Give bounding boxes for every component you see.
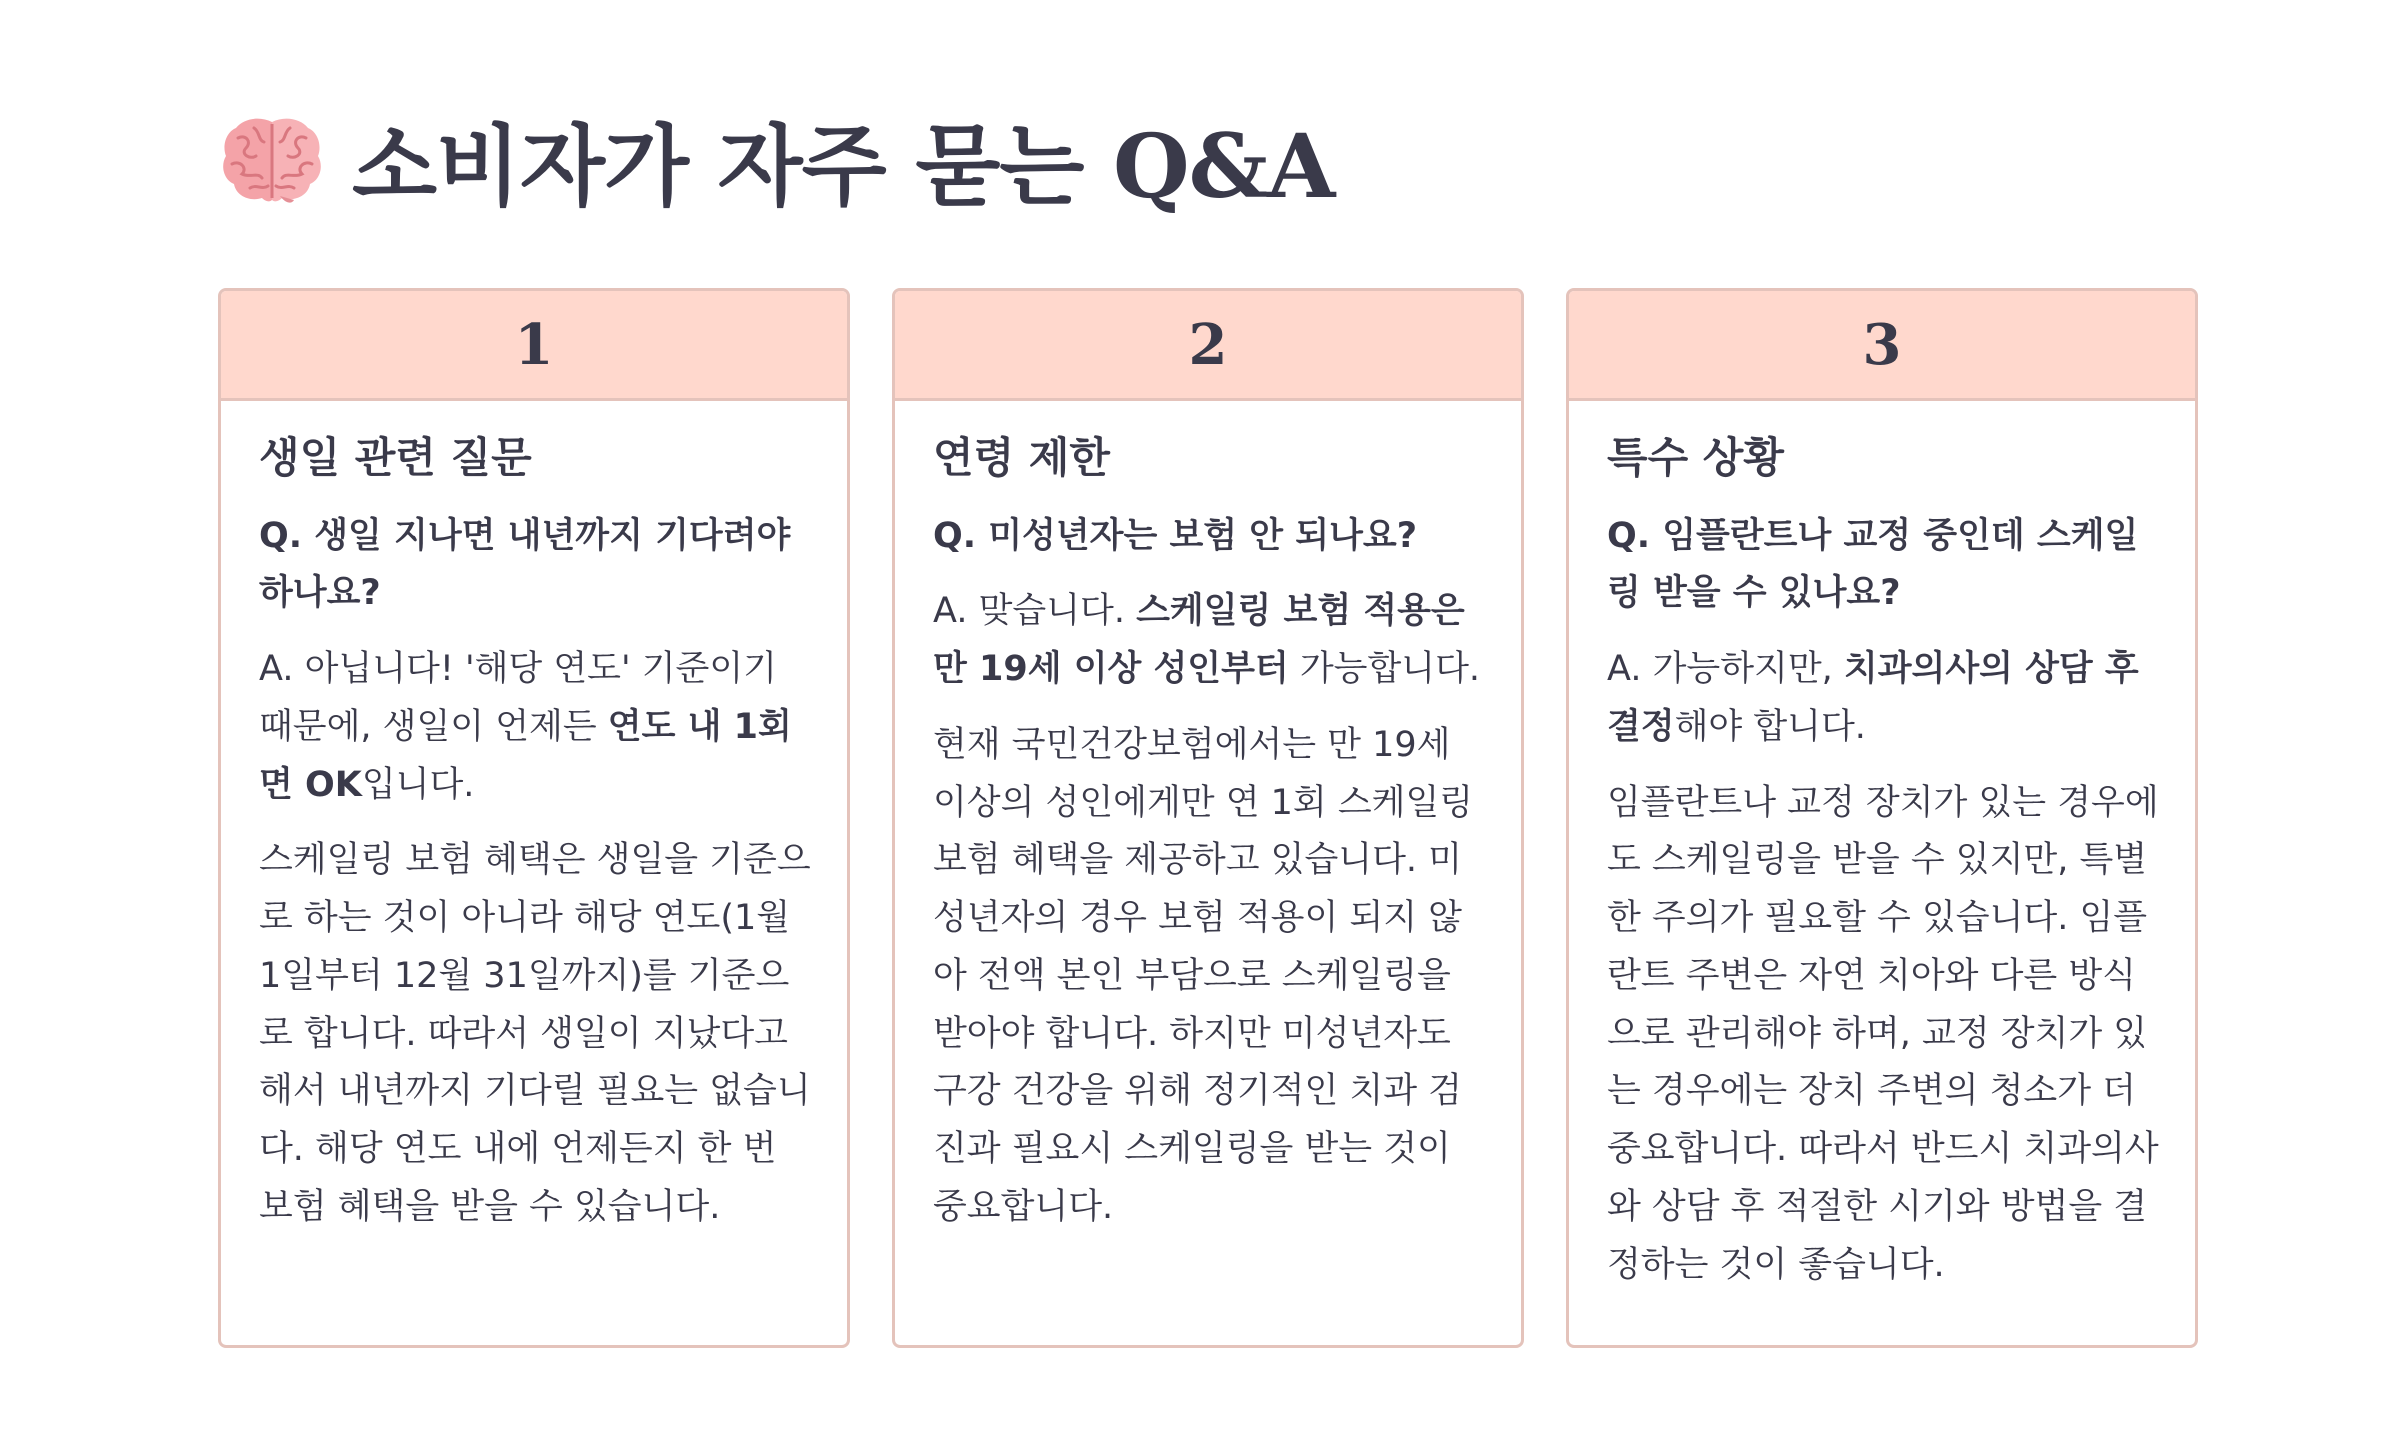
page-title: 소비자가 자주 묻는 Q&A <box>352 114 1335 218</box>
card-number: 1 <box>514 311 554 378</box>
qa-card <box>1566 288 2198 1348</box>
card-question: Q. 생일 지나면 내년까지 기다려야 하나요? <box>259 515 791 614</box>
answer-text-end: 입니다. <box>361 764 475 805</box>
answer-text: A. 가능하지만, <box>1607 649 1844 690</box>
card-answer <box>1607 641 2159 757</box>
card-body <box>221 401 847 1237</box>
page-header <box>220 100 1334 220</box>
card-header <box>1569 291 2195 401</box>
card-answer <box>933 583 1485 699</box>
card-number: 2 <box>1188 311 1228 378</box>
card-number: 3 <box>1862 311 1902 378</box>
qa-card-list <box>218 288 2198 1352</box>
answer-highlight: 연도 내 1회면 OK <box>259 706 792 805</box>
card-question: Q. 임플란트나 교정 중인데 스케일링 받을 수 있나요? <box>1607 515 2139 614</box>
card-detail: 현재 국민건강보험에서는 만 19세 이상의 성인에게만 연 1회 스케일링 보험 혜택을 제공하고 있습니다. 미성년자의 경우 보험 적용이 되지 않아 전액 본인 부담으로 스케일링을 받아야 합니다. 하지만 미성년자도 구강 건강을 위해 정기적인 치과 검진과 필요시 스케일링을 받는 것이 중요합니다. <box>933 724 1474 1227</box>
card-question: Q. 미성년자는 보험 안 되나요? <box>933 515 1418 556</box>
card-heading: 생일 관련 질문 <box>259 433 532 482</box>
card-body <box>1569 401 2195 1294</box>
card-heading: 특수 상황 <box>1607 433 1784 482</box>
qa-card <box>218 288 850 1348</box>
card-body <box>895 401 1521 1237</box>
answer-highlight: 스케일링 보험 적용은 만 19세 이상 성인부터 <box>933 591 1465 690</box>
card-heading: 연령 제한 <box>933 433 1110 482</box>
answer-text-end: 가능합니다. <box>1288 649 1481 690</box>
card-detail: 임플란트나 교정 장치가 있는 경우에도 스케일링을 받을 수 있지만, 특별한 주의가 필요할 수 있습니다. 임플란트 주변은 자연 치아와 다른 방식으로 관리해야 하며, 교정 장치가 있는 경우에는 장치 주변의 청소가 더 중요합니다. 따라서 반드시 치과의사와 상담 후 적절한 시기와 방법을 결정하는 것이 좋습니다. <box>1607 782 2159 1285</box>
card-detail: 스케일링 보험 혜택은 생일을 기준으로 하는 것이 아니라 해당 연도(1월 1일부터 12월 31일까지)를 기준으로 합니다. 따라서 생일이 지났다고 해서 내년까지 기다릴 필요는 없습니다. 해당 연도 내에 언제든지 한 번 보험 혜택을 받을 수 있습니다. <box>259 840 811 1227</box>
answer-highlight: 치과의사의 상담 후 결정 <box>1607 649 2139 747</box>
card-answer <box>259 641 811 814</box>
card-header <box>221 291 847 401</box>
brain-icon <box>220 112 324 208</box>
answer-text: A. 맞습니다. <box>933 591 1137 632</box>
answer-text: A. 아닙니다! '해당 연도' 기준이기 때문에, 생일이 언제든 <box>259 649 777 747</box>
qa-card <box>892 288 1524 1348</box>
answer-text-end: 해야 합니다. <box>1674 706 1866 747</box>
card-header <box>895 291 1521 401</box>
